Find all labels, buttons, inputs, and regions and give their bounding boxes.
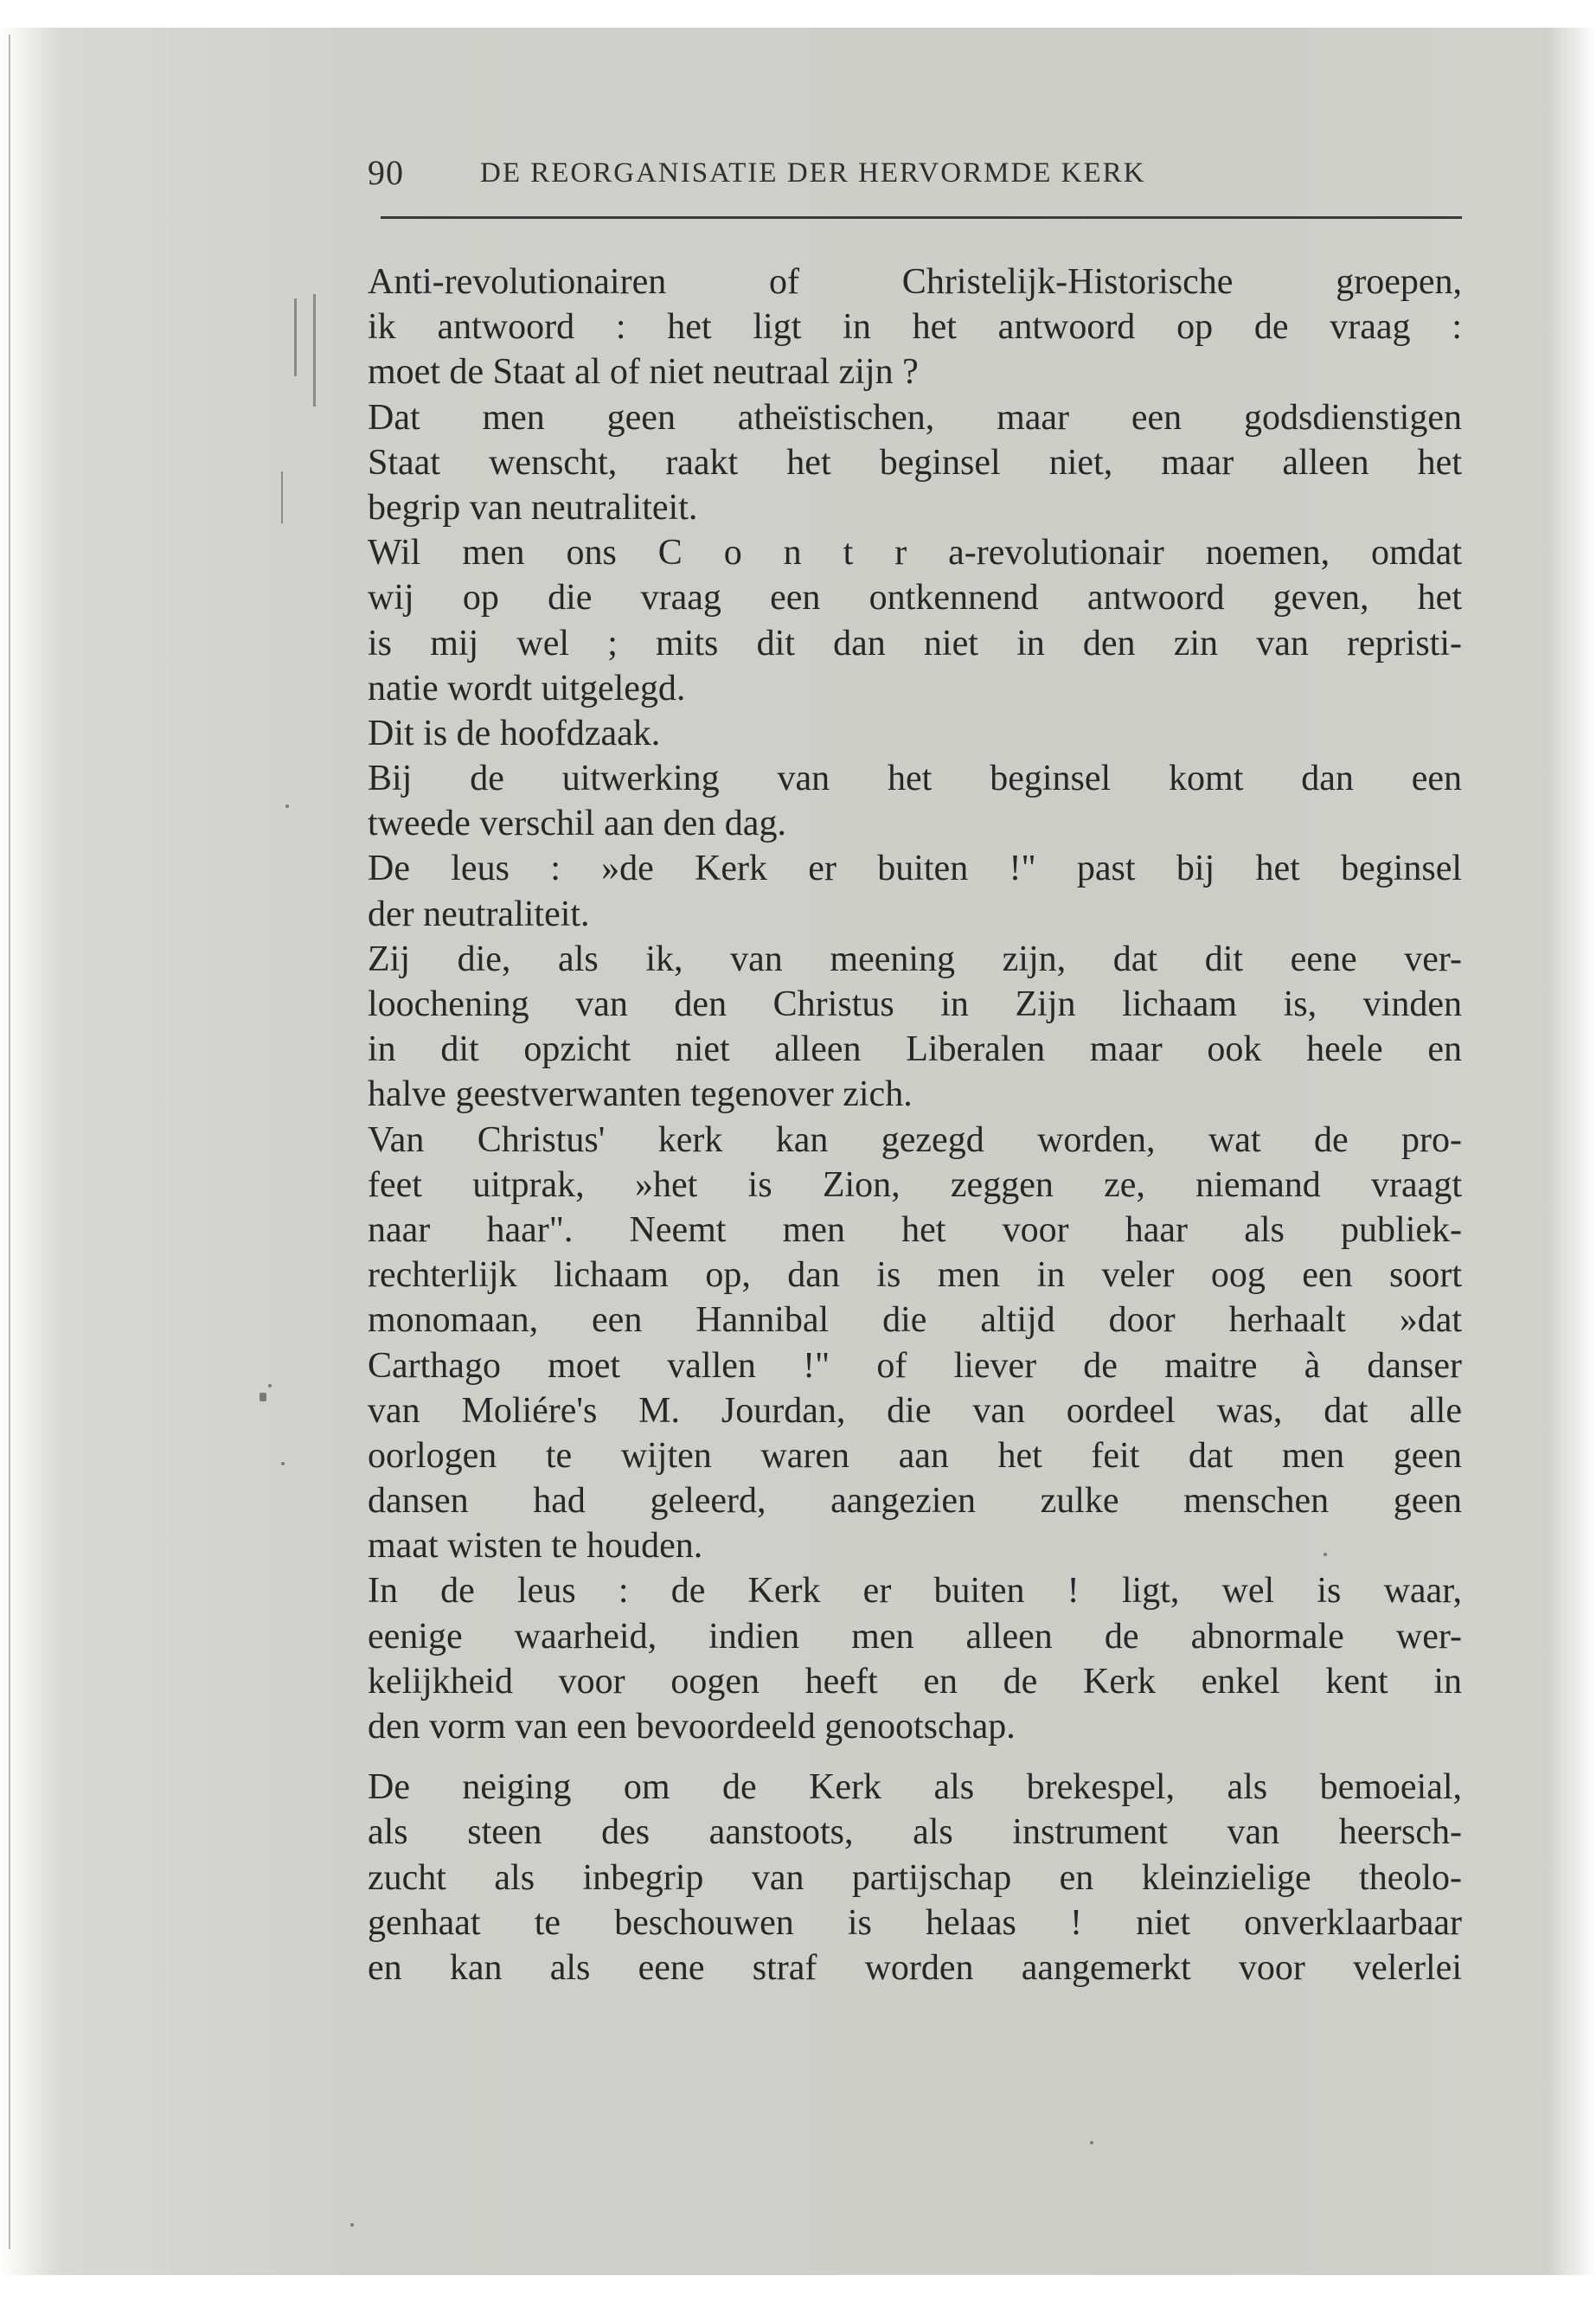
text-line: rechterlijk lichaam op, dan is men in veler oog een soort bbox=[368, 1255, 1462, 1296]
body-text bbox=[368, 260, 1462, 1990]
text-line: feet uitprak, »het is Zion, zeggen ze, niemand vraagt bbox=[368, 1164, 1462, 1205]
text-line: moet de Staat al of niet neutraal zijn ? bbox=[368, 352, 919, 393]
margin-speck bbox=[350, 2223, 354, 2227]
text-line: Wil men ons C o n t r a-revolutionair noemen, omdat bbox=[368, 533, 1462, 574]
text-line: Van Christus' kerk kan gezegd worden, wat de pro- bbox=[368, 1119, 1462, 1160]
text-line: in dit opzicht niet alleen Liberalen maar ook heele en bbox=[368, 1029, 1462, 1070]
text-line: zucht als inbegrip van partijschap en kleinzielige theolo- bbox=[368, 1857, 1462, 1898]
scan-top-margin bbox=[0, 0, 1596, 28]
text-line: Bij de uitwerking van het beginsel komt dan een bbox=[368, 759, 1462, 799]
text-line: De leus : »de Kerk er buiten !" past bij het beginsel bbox=[368, 849, 1462, 889]
text-line: Dit is de hoofdzaak. bbox=[368, 713, 661, 753]
text-line: oorlogen te wijten waren aan het feit dat men geen bbox=[368, 1435, 1462, 1476]
text-line: eenige waarheid, indien men alleen de abnormale wer- bbox=[368, 1616, 1462, 1657]
text-line: halve geestverwanten tegenover zich. bbox=[368, 1074, 913, 1115]
margin-speck bbox=[281, 1462, 285, 1465]
text-line: der neutraliteit. bbox=[368, 894, 590, 934]
text-line: dansen had geleerd, aangezien zulke menschen geen bbox=[368, 1481, 1462, 1522]
margin-speck bbox=[285, 804, 289, 808]
scan-bottom-margin bbox=[0, 2275, 1596, 2301]
text-line: natie wordt uitgelegd. bbox=[368, 668, 686, 708]
text-line: monomaan, een Hannibal die altijd door herhaalt »dat bbox=[368, 1300, 1462, 1341]
text-line: maat wisten te houden. bbox=[368, 1526, 703, 1567]
text-line: ik antwoord : het ligt in het antwoord op de vraag : bbox=[368, 307, 1462, 348]
text-line: De neiging om de Kerk als brekespel, als bemoeial, bbox=[368, 1767, 1462, 1808]
text-line: genhaat te beschouwen is helaas ! niet onverklaarbaar bbox=[368, 1902, 1462, 1943]
page-header bbox=[368, 149, 1466, 201]
text-line: en kan als eene straf worden aangemerkt voor velerlei bbox=[368, 1947, 1462, 1988]
page-number: 90 bbox=[368, 153, 404, 192]
text-line: als steen des aanstoots, als instrument van heersch- bbox=[368, 1812, 1462, 1853]
margin-pencil-mark bbox=[294, 298, 297, 376]
margin-speck bbox=[268, 1384, 272, 1388]
text-line: Carthago moet vallen !" of liever de maitre à danser bbox=[368, 1345, 1462, 1386]
text-line: Dat men geen atheïstischen, maar een godsdienstigen bbox=[368, 397, 1462, 438]
margin-speck bbox=[1090, 2141, 1093, 2144]
text-line: Anti-revolutionairen of Christelijk-Historische groepen, bbox=[368, 262, 1462, 302]
header-rule bbox=[381, 216, 1462, 219]
running-title: DE REORGANISATIE DER HERVORMDE KERK bbox=[480, 157, 1146, 189]
text-line: wij op die vraag een ontkennend antwoord geven, het bbox=[368, 578, 1462, 619]
text-line: is mij wel ; mits dit dan niet in den zin van repristi- bbox=[368, 623, 1462, 663]
text-line: Zij die, als ik, van meening zijn, dat dit eene ver- bbox=[368, 939, 1462, 979]
binding-shadow bbox=[9, 35, 10, 2249]
text-line: begrip van neutraliteit. bbox=[368, 487, 698, 528]
text-line: loochening van den Christus in Zijn lichaam is, vinden bbox=[368, 984, 1462, 1024]
text-line: In de leus : de Kerk er buiten ! ligt, wel is waar, bbox=[368, 1571, 1462, 1612]
margin-pencil-mark bbox=[281, 471, 283, 523]
text-line: Staat wenscht, raakt het beginsel niet, maar alleen het bbox=[368, 442, 1462, 483]
text-line: kelijkheid voor oogen heeft en de Kerk enkel kent in bbox=[368, 1661, 1462, 1702]
text-line: van Moliére's M. Jourdan, die van oordeel was, dat alle bbox=[368, 1390, 1462, 1431]
margin-speck bbox=[260, 1393, 266, 1401]
margin-pencil-mark bbox=[313, 294, 316, 407]
text-line: naar haar". Neemt men het voor haar als publiek- bbox=[368, 1209, 1462, 1250]
paragraph-gap bbox=[368, 1749, 1462, 1765]
text-line: tweede verschil aan den dag. bbox=[368, 804, 786, 844]
text-line: den vorm van een bevoordeeld genootschap. bbox=[368, 1707, 1016, 1747]
